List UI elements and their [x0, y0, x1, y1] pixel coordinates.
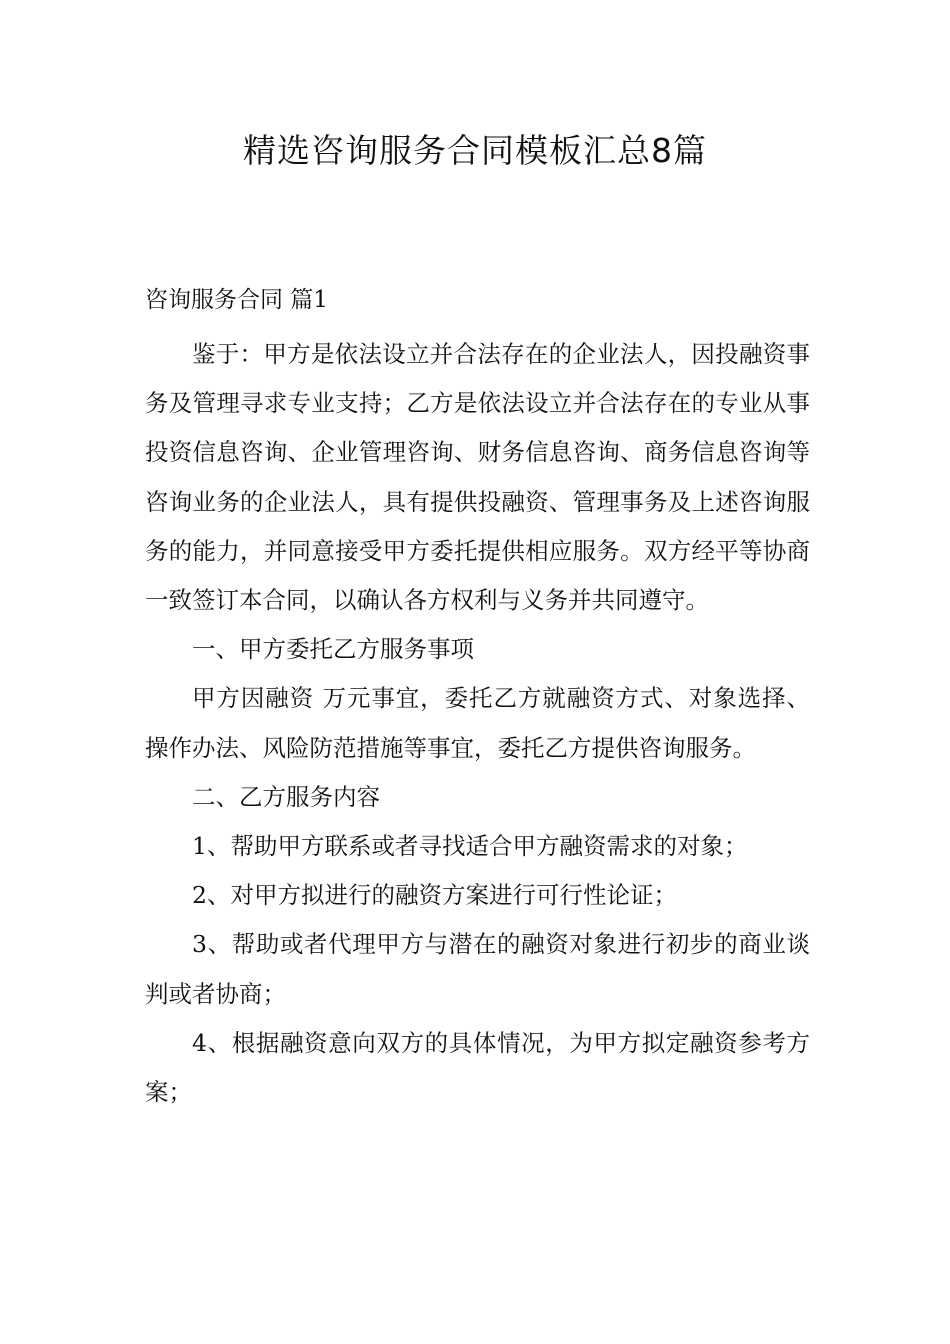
list-item-3: 3、帮助或者代理甲方与潜在的融资对象进行初步的商业谈判或者协商； — [145, 930, 810, 1008]
clause-heading-1: 一、甲方委托乙方服务事项 — [192, 635, 474, 664]
section-heading: 咨询服务合同 篇1 — [145, 287, 328, 313]
document-body — [145, 330, 810, 1117]
list-item-1: 1、帮助甲方联系或者寻找适合甲方融资需求的对象； — [192, 832, 748, 861]
list-item-4: 4、根据融资意向双方的具体情况，为甲方拟定融资参考方案； — [145, 1028, 810, 1107]
clause-heading-2: 二、乙方服务内容 — [192, 782, 380, 811]
document-title: 精选咨询服务合同模板汇总8篇 — [243, 131, 707, 170]
list-item-2: 2、对甲方拟进行的融资方案进行可行性论证； — [192, 881, 677, 910]
paragraph-clause-1: 甲方因融资 万元事宜，委托乙方就融资方式、对象选择、操作办法、风险防范措施等事宜，委托乙方提供咨询服务。 — [145, 684, 810, 762]
paragraph-preamble: 鉴于：甲方是依法设立并合法存在的企业法人，因投融资事务及管理寻求专业支持；乙方是依法设立并合法存在的专业从事投资信息咨询、企业管理咨询、财务信息咨询、商务信息咨询等咨询业务的企业法人，具有提供投融资、管理事务及上述咨询服务的能力，并同意接受甲方委托提供相应服务。双方经平等协商一致签订本合同，以确认各方权利与义务并共同遵守。 — [145, 340, 810, 615]
